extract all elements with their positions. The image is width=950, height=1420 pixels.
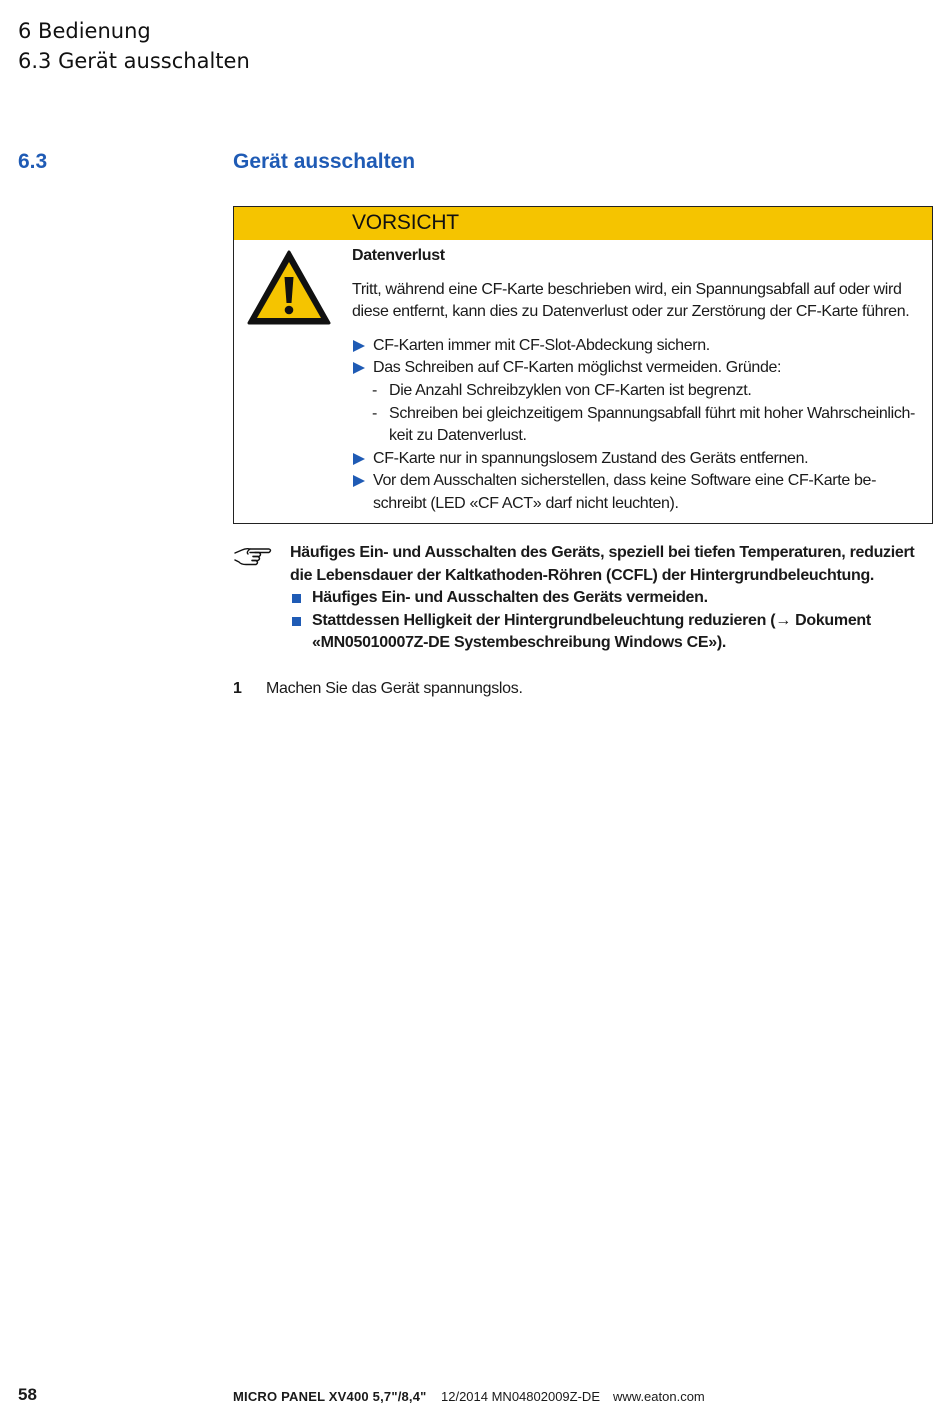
section-number: 6.3 — [18, 150, 48, 173]
note-item-text: Stattdessen Helligkeit der Hintergrundbeleuchtung reduzieren (→ Dokument — [312, 611, 871, 629]
instruction-item — [352, 335, 924, 358]
reason-item — [352, 380, 924, 403]
note-content — [290, 542, 935, 655]
reason-item — [352, 403, 924, 448]
caution-intro — [352, 279, 924, 324]
caution-box — [233, 206, 933, 524]
caution-content — [352, 245, 924, 516]
caution-band — [234, 207, 932, 240]
footer-url: www.eaton.com — [613, 1389, 705, 1404]
dash-bullet: - — [372, 381, 377, 399]
arrow-bullet-icon — [353, 475, 365, 487]
page-number: 58 — [18, 1385, 37, 1404]
arrow-bullet-icon — [353, 453, 365, 465]
note-line: Häufiges Ein- und Ausschalten des Geräts, speziell bei tiefen Temperaturen, reduziert — [290, 544, 915, 561]
instruction-text-continued: schreibt (LED «CF ACT» darf nicht leuchten). — [373, 494, 679, 512]
pointing-hand-icon — [233, 545, 273, 569]
footer-document-number: 12/2014 MN04802009Z-DE — [441, 1389, 600, 1404]
reason-text: Die Anzahl Schreibzyklen von CF-Karten ist begrenzt. — [389, 381, 752, 399]
instruction-text: Das Schreiben auf CF-Karten möglichst vermeiden. Gründe: — [373, 359, 782, 377]
instruction-text: CF-Karten immer mit CF-Slot-Abdeckung sichern. — [373, 336, 710, 354]
reason-text: Schreiben bei gleichzeitigem Spannungsabfall führt mit hoher Wahrscheinlich- — [389, 404, 915, 422]
caution-signal-word: VORSICHT — [352, 211, 459, 234]
arrow-bullet-icon — [353, 362, 365, 374]
square-bullet-icon — [292, 617, 301, 626]
running-head-chapter: 6 Bedienung — [18, 19, 151, 43]
caution-subtitle: Datenverlust — [352, 247, 445, 264]
instruction-item — [352, 357, 924, 380]
step-number: 1 — [233, 680, 242, 697]
arrow-bullet-icon — [353, 340, 365, 352]
instruction-text: CF-Karte nur in spannungslosem Zustand des Geräts entfernen. — [373, 449, 809, 467]
caution-intro-line: diese entfernt, kann dies zu Datenverlust oder zur Zerstörung der CF-Karte führen. — [352, 303, 910, 321]
reason-text-continued: keit zu Datenverlust. — [389, 427, 527, 445]
note-line: die Lebensdauer der Kaltkathoden-Röhren (CCFL) der Hintergrundbeleuchtung. — [290, 566, 875, 584]
warning-triangle-icon — [247, 250, 331, 326]
instruction-item — [352, 470, 924, 515]
section-title: Gerät ausschalten — [233, 150, 416, 173]
instruction-text: Vor dem Ausschalten sicherstellen, dass keine Software eine CF-Karte be- — [373, 472, 877, 490]
note-item-text-continued: «MN05010007Z-DE Systembeschreibung Windows CE»). — [312, 634, 727, 652]
page-footer — [0, 1385, 950, 1409]
running-head-section: 6.3 Gerät ausschalten — [18, 49, 250, 73]
footer-product: MICRO PANEL XV400 5,7"/8,4" — [233, 1389, 427, 1404]
running-head — [18, 16, 250, 76]
dash-bullet: - — [372, 404, 377, 422]
step-text: Machen Sie das Gerät spannungslos. — [266, 680, 523, 697]
caution-intro-line: Tritt, während eine CF-Karte beschrieben wird, ein Spannungsabfall auf oder wird — [352, 280, 902, 298]
square-bullet-icon — [292, 594, 301, 603]
note-item — [290, 610, 935, 655]
instruction-item — [352, 448, 924, 471]
section-heading — [0, 150, 950, 180]
note-item — [290, 587, 935, 610]
note-item-text: Häufiges Ein- und Ausschalten des Geräts vermeiden. — [312, 589, 708, 607]
